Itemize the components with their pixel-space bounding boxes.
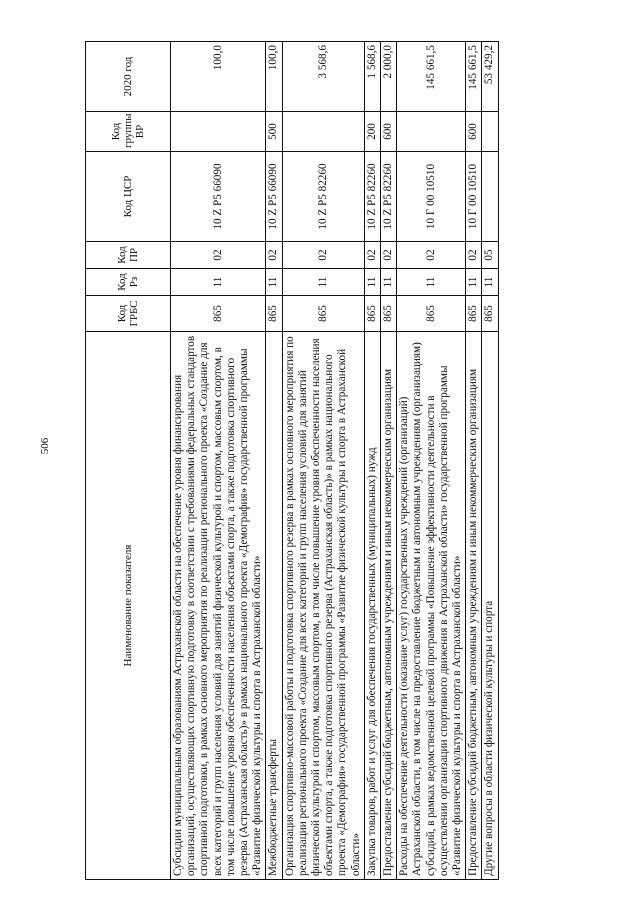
cell-name: Предоставление субсидий бюджетным, автономным учреждениям и иным некоммерческим организациям — [466, 332, 482, 880]
cell-rz: 11 — [171, 269, 266, 296]
cell-grbs: 865 — [397, 296, 466, 332]
cell-name: Расходы на обеспечение деятельности (оказание услуг) государственных учреждений (организаций) Астраханской области, в том числе на предоставление бюджетным и автономным учреждениям (организациям) субсидий, в рамках ведомственной целевой программы «Повышение эффективности деятельности в осуществлении организации спортивного движения в Астраханской области» государственной программы «Развитие физической культуры и спорта в Астраханской области» — [397, 332, 466, 880]
cell-name: Другие вопросы в области физической культуры и спорта — [482, 332, 498, 880]
cell-vr: 600 — [466, 112, 482, 152]
cell-name: Организация спортивно-массовой работы и подготовка спортивного резерва в рамках основного мероприятия по реализации регионального проекта «Создание для всех категорий и групп населения условий для занятий физической культурой и спортом, массовым спортом, в том числе повышение уровня обеспеченности населения объектами спорта, а также подготовка спортивного резерва (Астраханская область)» в рамках национального проекта «Демография» государственной программы «Развитие физической культуры и спорта в Астраханской области» — [282, 332, 364, 880]
cell-csr — [482, 152, 498, 242]
cell-vr: 200 — [364, 112, 380, 152]
cell-name: Межбюджетные трансферты — [266, 332, 282, 880]
cell-grbs: 865 — [266, 296, 282, 332]
cell-vr — [171, 112, 266, 152]
cell-csr: 10 Z P5 66090 — [171, 152, 266, 242]
cell-rz: 11 — [282, 269, 364, 296]
cell-rz: 11 — [381, 269, 397, 296]
cell-grbs: 865 — [466, 296, 482, 332]
table-row — [466, 42, 482, 880]
cell-pr: 02 — [171, 242, 266, 269]
cell-pr: 02 — [397, 242, 466, 269]
cell-csr: 10 Z P5 66090 — [266, 152, 282, 242]
cell-rz: 11 — [397, 269, 466, 296]
header-year: 2020 год — [86, 42, 171, 112]
cell-name: Субсидии муниципальным образованиям Астраханской области на обеспечение уровня финансирования организаций, осуществляющих спортивную подготовку в соответствии с требованиями федеральных стандартов спортивной подготовки, в рамках основного мероприятия по реализации регионального проекта «Создание для всех категорий и групп населения условий для занятий физической культурой и спортом, массовым спортом, в том числе повышение уровня обеспеченности населения объектами спорта, а также подготовка спортивного резерва (Астраханская область)» в рамках национального проекта «Демография» государственной программы «Развитие физической культуры и спорта в Астраханской области» — [171, 332, 266, 880]
table-row — [397, 42, 466, 880]
cell-amount: 145 661,5 — [397, 42, 466, 112]
cell-pr: 05 — [482, 242, 498, 269]
cell-rz: 11 — [466, 269, 482, 296]
rotated-page — [85, 42, 590, 880]
header-pr: Код ПР — [86, 242, 171, 269]
cell-pr: 02 — [282, 242, 364, 269]
header-rz: Код Рз — [86, 269, 171, 296]
page-number: 506 — [39, 437, 51, 455]
cell-csr: 10 Г 00 10510 — [466, 152, 482, 242]
cell-amount: 100,0 — [266, 42, 282, 112]
cell-rz: 11 — [482, 269, 498, 296]
cell-grbs: 865 — [364, 296, 380, 332]
cell-name: Предоставление субсидий бюджетным, автономным учреждениям и иным некоммерческим организациям — [381, 332, 397, 880]
cell-amount: 3 568,6 — [282, 42, 364, 112]
header-grbs: Код ГРБС — [86, 296, 171, 332]
table-row — [171, 42, 266, 880]
budget-table — [85, 41, 499, 880]
cell-vr: 600 — [381, 112, 397, 152]
cell-pr: 02 — [364, 242, 380, 269]
cell-rz: 11 — [266, 269, 282, 296]
cell-amount: 145 661,5 — [466, 42, 482, 112]
cell-csr: 10 Z P5 82260 — [364, 152, 380, 242]
cell-name: Закупка товаров, работ и услуг для обеспечения государственных (муниципальных) нужд — [364, 332, 380, 880]
cell-grbs: 865 — [381, 296, 397, 332]
cell-grbs: 865 — [482, 296, 498, 332]
cell-csr: 10 Z P5 82260 — [282, 152, 364, 242]
table-row — [364, 42, 380, 880]
cell-pr: 02 — [266, 242, 282, 269]
header-csr: Код ЦСР — [86, 152, 171, 242]
cell-csr: 10 Z P5 82260 — [381, 152, 397, 242]
cell-grbs: 865 — [171, 296, 266, 332]
cell-vr — [482, 112, 498, 152]
cell-pr: 02 — [381, 242, 397, 269]
table-row — [381, 42, 397, 880]
cell-csr: 10 Г 00 10510 — [397, 152, 466, 242]
table-row — [266, 42, 282, 880]
header-name: Наименование показателя — [86, 332, 171, 880]
header-row — [86, 42, 171, 880]
cell-amount: 100,0 — [171, 42, 266, 112]
cell-grbs: 865 — [282, 296, 364, 332]
table-row — [282, 42, 364, 880]
cell-amount: 1 568,6 — [364, 42, 380, 112]
header-vr: Код группы ВР — [86, 112, 171, 152]
cell-amount: 53 429,2 — [482, 42, 498, 112]
cell-pr: 02 — [466, 242, 482, 269]
table-row — [482, 42, 498, 880]
cell-vr — [397, 112, 466, 152]
cell-vr: 500 — [266, 112, 282, 152]
cell-vr — [282, 112, 364, 152]
cell-rz: 11 — [364, 269, 380, 296]
cell-amount: 2 000,0 — [381, 42, 397, 112]
